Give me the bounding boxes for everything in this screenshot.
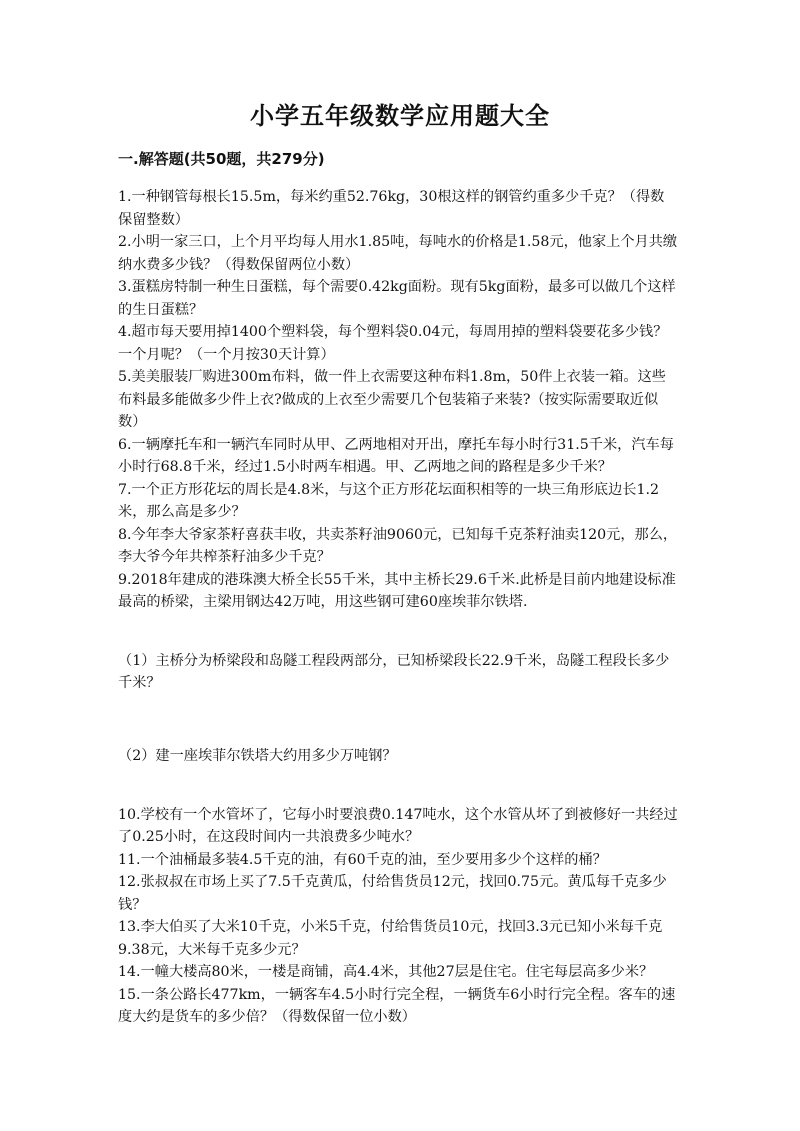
question-14: 14.一幢大楼高80米，一楼是商铺，高4.4米，其他27层是住宅。住宅每层高多少米？ <box>118 964 654 981</box>
question-list <box>118 186 678 1029</box>
question-15: 15.一条公路长477km，一辆客车4.5小时行完全程，一辆货车6小时行完全程。客车的速度大约是货车的多少倍？（得数保留一位小数） <box>118 986 676 1026</box>
question-3: 3.蛋糕房特制一种生日蛋糕，每个需要0.42kg面粉。现有5kg面粉，最多可以做几个这样的生日蛋糕？ <box>118 279 676 318</box>
question-4: 4.超市每天要用掉1400个塑料袋，每个塑料袋0.04元，每周用掉的塑料袋要花多少钱？一个月呢？（一个月按30天计算） <box>118 324 668 363</box>
question-9: 9.2018年建成的港珠澳大桥全长55千米，其中主桥长29.6千米.此桥是目前内地建设标准最高的桥梁，主梁用钢达42万吨，用这些钢可建60座埃菲尔铁塔. <box>118 571 676 610</box>
question-5: 5.美美服装厂购进300m布料，做一件上衣需要这种布料1.8m，50件上衣装一箱。这些布料最多能做多少件上衣?做成的上衣至少需要几个包装箱子来装?（按实际需要取近似数） <box>118 369 666 430</box>
page-title: 小学五年级数学应用题大全 <box>250 102 550 130</box>
question-13: 13.李大伯买了大米10千克，小米5千克，付给售货员10元，找回3.3元已知小米每千克9.38元，大米每千克多少元？ <box>118 919 663 958</box>
section-heading: 一.解答题(共50题，共279分) <box>118 150 325 168</box>
question-2: 2.小明一家三口，上个月平均每人用水1.85吨，每吨水的价格是1.58元，他家上个月共缴纳水费多少钱？（得数保留两位小数） <box>118 234 678 273</box>
question-1: 1.一种钢管每根长15.5m，每米约重52.76kg，30根这样的钢管约重多少千克？（得数保留整数） <box>118 189 665 228</box>
spacer <box>118 709 678 731</box>
question-8: 8.今年李大爷家茶籽喜获丰收，共卖茶籽油9060元，已知每千克茶籽油卖120元，那么，李大爷今年共榨茶籽油多少千克？ <box>118 526 678 565</box>
sub-question-9-1: （1）主桥分为桥梁段和岛隧工程段两部分，已知桥梁段长22.9千米，岛隧工程段长多少千米？ <box>118 652 670 692</box>
spacer <box>118 782 678 804</box>
question-12: 12.张叔叔在市场上买了7.5千克黄瓜，付给售货员12元，找回0.75元。黄瓜每千克多少钱？ <box>118 874 667 913</box>
sub-question-9-2: （2）建一座埃菲尔铁塔大约用多少万吨钢？ <box>118 748 397 765</box>
question-7: 7.一个正方形花坛的周长是4.8米，与这个正方形花坛面积相等的一块三角形底边长1.2米，那么高是多少？ <box>118 481 660 520</box>
question-11: 11.一个油桶最多装4.5千克的油，有60千克的油，至少要用多少个这样的桶？ <box>118 851 607 868</box>
spacer <box>118 614 678 636</box>
question-6: 6.一辆摩托车和一辆汽车同时从甲、乙两地相对开出，摩托车每小时行31.5千米，汽车每小时行68.8千米，经过1.5小时两车相遇。甲、乙两地之间的路程是多少千米？ <box>118 436 674 475</box>
question-10: 10.学校有一个水管坏了，它每小时要浪费0.147吨水，这个水管从坏了到被修好一共经过了0.25小时，在这段时间内一共浪费多少吨水？ <box>118 806 678 846</box>
